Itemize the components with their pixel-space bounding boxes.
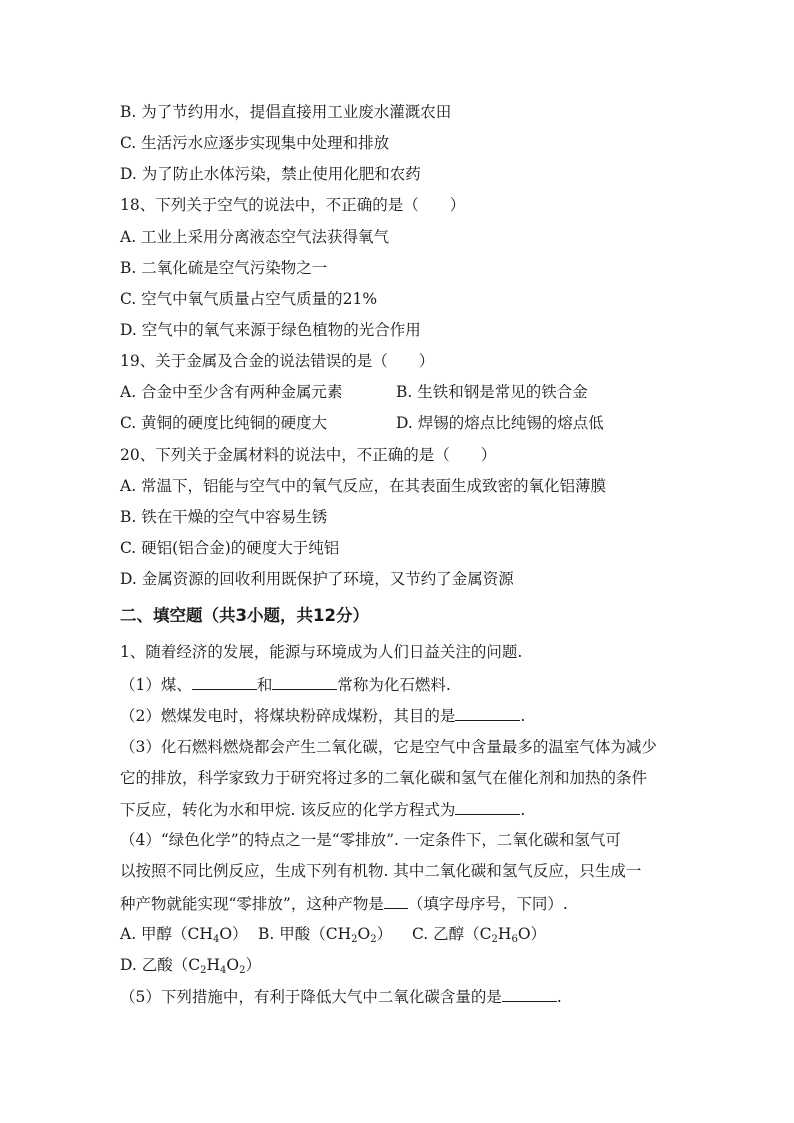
fill1-option-a xyxy=(120,924,248,944)
option-b-text: B. 甲酸（CH xyxy=(258,925,352,943)
fill1-part3-text-a: 下反应，转化为水和甲烷. 该反应的化学方程式为 xyxy=(120,801,456,819)
subscript: 4 xyxy=(212,934,220,945)
fill1-part5-text-a: （5）下列措施中，有利于降低大气中二氧化碳含量的是 xyxy=(120,988,502,1006)
subscript: 6 xyxy=(511,934,518,945)
q17-option-d: D. 为了防止水体污染，禁止使用化肥和农药 xyxy=(120,165,421,183)
fill1-part2-text-a: （2）燃煤发电时，将煤块粉碎成煤粉，其目的是 xyxy=(120,707,456,725)
option-d-mid: O xyxy=(226,956,240,974)
q20-option-a: A. 常温下，铝能与空气中的氧气反应，在其表面生成致密的氧化铝薄膜 xyxy=(120,477,607,495)
option-a-text: A. 甲醇（CH xyxy=(120,925,213,943)
q20-option-b: B. 铁在干燥的空气中容易生锈 xyxy=(120,508,328,526)
fill1-part1-text-c: 常称为化石燃料. xyxy=(337,676,451,694)
subscript: 2 xyxy=(239,965,246,976)
answer-blank[interactable] xyxy=(272,674,337,690)
subscript: 2 xyxy=(351,934,358,945)
section-heading: 二、填空题（共3小题，共12分） xyxy=(120,606,369,625)
fill1-part4-text-b: （填字母序号，下同）. xyxy=(407,895,568,913)
fill1-part4-text-a: 种产物就能实现“零排放”，这种产物是 xyxy=(120,895,384,913)
subscript: 2 xyxy=(370,934,377,945)
q18-option-c: C. 空气中氧气质量占空气质量的21% xyxy=(120,290,378,308)
fill1-part1-text-a: （1）煤、 xyxy=(120,676,192,694)
fill1-part1-text-b: 和 xyxy=(256,676,273,694)
option-d-text: D. 乙酸（C xyxy=(120,956,201,974)
q19-option-a: A. 合金中至少含有两种金属元素 xyxy=(120,383,343,401)
answer-blank[interactable] xyxy=(384,893,408,909)
q19-stem: 19、关于金属及合金的说法错误的是（ ） xyxy=(120,352,435,370)
answer-blank[interactable] xyxy=(455,799,520,815)
option-d-mid: H xyxy=(206,956,220,974)
fill1-part3-line3 xyxy=(120,799,525,820)
option-c-text: C. 乙醇（C xyxy=(412,925,492,943)
option-a-end: O） xyxy=(219,925,248,943)
answer-blank[interactable] xyxy=(455,705,520,721)
fill1-part2 xyxy=(120,705,525,726)
answer-blank[interactable] xyxy=(502,986,557,1002)
option-c-mid: H xyxy=(497,925,512,943)
fill1-option-b xyxy=(258,924,392,944)
q18-stem: 18、下列关于空气的说法中，不正确的是（ ） xyxy=(120,196,466,214)
option-b-end: ） xyxy=(376,925,393,943)
fill1-part3-text-b: . xyxy=(520,801,526,819)
fill1-part5-text-b: . xyxy=(556,988,562,1006)
fill1-part4-line2: 以按照不同比例反应，生成下列有机物. 其中二氧化碳和氢气反应，只生成一 xyxy=(120,862,642,880)
fill1-part4-line3 xyxy=(120,893,568,914)
q20-option-d: D. 金属资源的回收利用既保护了环境，又节约了金属资源 xyxy=(120,570,514,588)
q20-option-c: C. 硬铝(铝合金)的硬度大于纯铝 xyxy=(120,539,340,557)
fill1-part3-line2: 它的排放，科学家致力于研究将过多的二氧化碳和氢气在催化剂和加热的条件 xyxy=(120,769,648,787)
q18-option-d: D. 空气中的氧气来源于绿色植物的光合作用 xyxy=(120,321,421,339)
fill1-part1 xyxy=(120,674,451,695)
fill1-part2-text-b: . xyxy=(520,707,526,725)
fill1-part3-line1: （3）化石燃料燃烧都会产生二氧化碳，它是空气中含量最多的温室气体为减少 xyxy=(120,738,657,756)
q19-option-c: C. 黄铜的硬度比纯铜的硬度大 xyxy=(120,414,328,432)
q18-option-b: B. 二氧化硫是空气污染物之一 xyxy=(120,259,328,277)
q19-option-b: B. 生铁和钢是常见的铁合金 xyxy=(396,383,588,401)
q18-option-a: A. 工业上采用分离液态空气法获得氧气 xyxy=(120,228,390,246)
fill1-part4-line1: （4）“绿色化学”的特点之一是“零排放”. 一定条件下，二氧化碳和氢气可 xyxy=(120,831,621,849)
q17-option-b: B. 为了节约用水，提倡直接用工业废水灌溉农田 xyxy=(120,103,452,121)
option-c-end: O） xyxy=(517,925,547,943)
fill1-option-c xyxy=(412,924,546,944)
q20-stem: 20、下列关于金属材料的说法中，不正确的是（ ） xyxy=(120,446,497,464)
subscript: 4 xyxy=(220,965,227,976)
q17-option-c: C. 生活污水应逐步实现集中处理和排放 xyxy=(120,134,390,152)
option-d-end: ） xyxy=(245,956,261,974)
q19-option-d: D. 焊锡的熔点比纯锡的熔点低 xyxy=(396,414,604,432)
subscript: 2 xyxy=(491,934,498,945)
fill1-stem: 1、随着经济的发展，能源与环境成为人们日益关注的问题. xyxy=(120,643,523,661)
subscript: 2 xyxy=(200,965,207,976)
fill1-option-d xyxy=(120,955,261,975)
fill1-part5 xyxy=(120,986,562,1007)
answer-blank[interactable] xyxy=(192,674,257,690)
option-b-mid: O xyxy=(357,925,371,943)
